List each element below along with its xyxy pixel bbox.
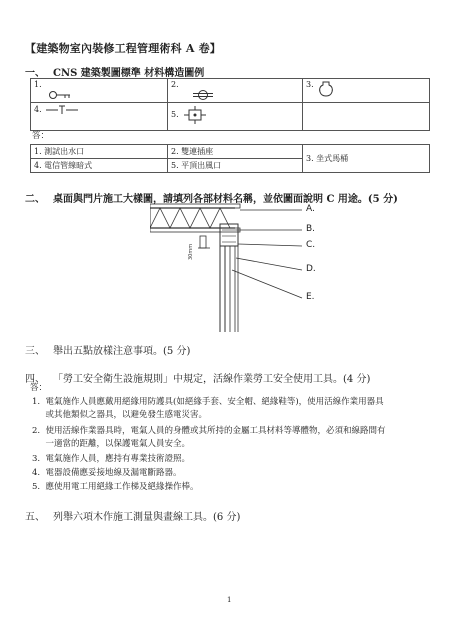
answer-line-3: 2. 使用活線作業器具時，電氣人員的身體或其所持的金屬工具材料等導體物，必須和線路間有 — [32, 426, 386, 436]
symbol-cell-6 — [303, 103, 430, 131]
answer-line-2: 或其他類似之器具，以避免發生感電災害。 — [32, 410, 208, 420]
answer-2: 2. 雙連插座 — [168, 145, 303, 159]
telecom-conduit-icon — [44, 104, 84, 116]
answer-3: 3. 坐式馬桶 — [303, 145, 430, 173]
question-3-text: 舉出五點放樣注意事項。(5 分) — [53, 346, 191, 357]
question-1-answer-label: 答： — [32, 131, 50, 141]
label-a: A. — [306, 204, 315, 214]
duplex-outlet-icon — [175, 89, 215, 101]
symbol-cell-3: 3. — [303, 79, 430, 103]
question-2-number: 二、 — [25, 194, 45, 205]
question-5-number: 五、 — [25, 512, 45, 523]
toilet-icon — [316, 80, 336, 98]
page-number: 1 — [227, 596, 232, 604]
answer-line-5: 3. 電氣施作人員，應持有專業技術證照。 — [32, 454, 191, 464]
question-3-number: 三、 — [25, 346, 45, 357]
answer-4: 4. 電信管線暗式 — [31, 159, 168, 173]
answer-table — [30, 144, 430, 173]
question-1-text: CNS 建築製圖標準 材料構造圖例 — [53, 68, 205, 79]
svg-text:30mm: 30mm — [188, 243, 194, 260]
symbol-table — [30, 78, 430, 131]
question-4-number: 四、 — [25, 374, 45, 385]
symbol-cell-2: 2. — [168, 79, 303, 103]
ceiling-diffuser-icon — [181, 104, 211, 126]
question-5 — [25, 508, 240, 523]
label-e: E. — [306, 292, 315, 302]
answer-line-4: 一適當的距離，以保護電氣人員安全。 — [32, 439, 191, 449]
test-outlet-icon — [48, 89, 88, 101]
question-4-answer-label: 答： — [30, 383, 48, 393]
question-5-text: 列舉六項木作施工測量與畫線工具。(6 分) — [53, 512, 241, 523]
document-title: 【建築物室內裝修工程管理術科 A 卷】 — [25, 42, 221, 55]
question-1 — [25, 64, 204, 79]
symbol-cell-5: 5. — [168, 103, 303, 131]
question-4-text: 「勞工安全衛生設施規則」中規定，活線作業勞工安全使用工具。(4 分) — [53, 374, 371, 385]
question-3 — [25, 342, 190, 357]
symbol-cell-4: 4. — [31, 103, 168, 131]
question-1-number: 一、 — [25, 68, 45, 79]
label-b: B. — [306, 224, 316, 234]
answer-1: 1. 測試出水口 — [31, 145, 168, 159]
answer-line-6: 4. 電器設備應妥接地線及漏電斷路器。 — [32, 468, 182, 478]
symbol-cell-1: 1. — [31, 79, 168, 103]
desk-door-detail-drawing — [150, 200, 320, 335]
question-2-text: 桌面與門片施工大樣圖，請填列各部材料名稱，並依圖面說明 C 用途。(5 分) — [53, 194, 398, 205]
label-c: C. — [306, 240, 316, 250]
answer-5: 5. 平頂出風口 — [168, 159, 303, 173]
answer-line-1: 1. 電氣施作人員應戴用絕緣用防護具(如絕緣手套、安全帽、絕緣鞋等)，使用活線作業用器具 — [32, 397, 384, 407]
label-d: D. — [306, 264, 316, 274]
answer-line-7: 5. 應使用電工用絕緣工作梯及絕緣操作棒。 — [32, 482, 199, 492]
question-4 — [25, 370, 370, 385]
